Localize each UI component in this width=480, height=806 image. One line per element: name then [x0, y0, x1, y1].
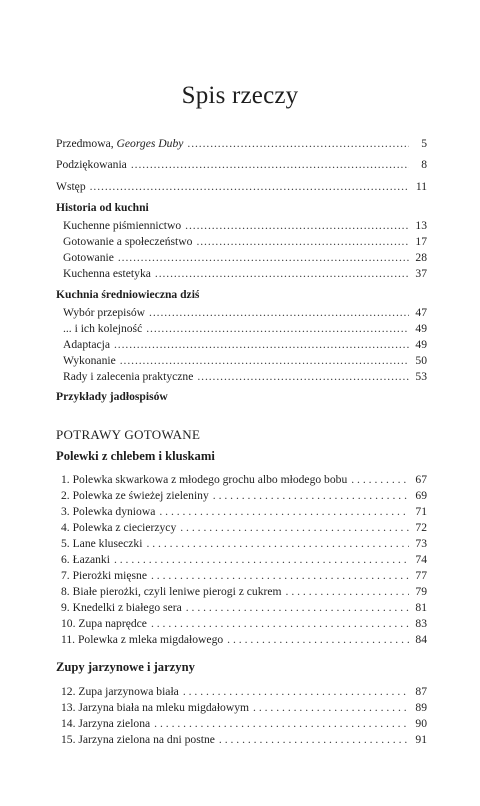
- dot-leader: [131, 157, 409, 172]
- dot-leader: [90, 179, 409, 194]
- entry-page: 72: [415, 521, 427, 534]
- toc-entry-introduction: [56, 179, 427, 194]
- dot-leader: [151, 568, 409, 583]
- entry-label: 4. Polewka z ciecierzycy: [61, 521, 177, 534]
- entry-page: 49: [415, 322, 427, 335]
- recipe-entry: [61, 716, 427, 731]
- dot-leader: [213, 488, 409, 503]
- toc-entry: [63, 321, 427, 336]
- entry-label: 6. Łazanki: [61, 553, 110, 566]
- group-heading: Zupy jarzynowe i jarzyny: [56, 660, 195, 674]
- recipe-entry: [61, 504, 427, 519]
- entry-page: 81: [415, 601, 427, 614]
- entry-label: Gotowanie: [63, 251, 114, 264]
- group-heading: Polewki z chlebem i kluskami: [56, 449, 215, 463]
- entry-page: 13: [415, 219, 427, 232]
- entry-page: 87: [415, 685, 427, 698]
- entry-label: 8. Białe pierożki, czyli leniwe pierogi z cukrem: [61, 585, 282, 598]
- entry-label: 9. Knedelki z białego sera: [61, 601, 182, 614]
- entry-page: 79: [415, 585, 427, 598]
- recipe-entry: [61, 552, 427, 567]
- entry-label: 5. Lane kluseczki: [61, 537, 143, 550]
- dot-leader: [154, 716, 409, 731]
- dot-leader: [149, 305, 409, 320]
- dot-leader: [183, 684, 409, 699]
- recipe-entry: [61, 616, 427, 631]
- recipe-entry: [61, 600, 427, 615]
- toc-entry: [63, 266, 427, 281]
- entry-label: Przedmowa,: [56, 137, 117, 150]
- entry-page: 28: [415, 251, 427, 264]
- entry-label: Wykonanie: [63, 354, 116, 367]
- entry-label: 3. Polewka dyniowa: [61, 505, 156, 518]
- entry-page: 8: [421, 158, 427, 171]
- entry-page: 90: [415, 717, 427, 730]
- dot-leader: [120, 353, 409, 368]
- entry-page: 83: [415, 617, 427, 630]
- entry-page: 69: [415, 489, 427, 502]
- dot-leader: [186, 600, 409, 615]
- recipe-entry: [61, 488, 427, 503]
- dot-leader: [180, 520, 409, 535]
- dot-leader: [187, 136, 409, 151]
- entry-label: Kuchenna estetyka: [63, 267, 151, 280]
- toc-entry: [63, 353, 427, 368]
- entry-page: 17: [415, 235, 427, 248]
- dot-leader: [114, 552, 409, 567]
- recipe-entry: [61, 536, 427, 551]
- entry-page: 89: [415, 701, 427, 714]
- entry-label: 12. Zupa jarzynowa biała: [61, 685, 179, 698]
- dot-leader: [146, 536, 409, 551]
- toc-entry: [63, 234, 427, 249]
- recipe-entry: [61, 684, 427, 699]
- entry-label: Wybór przepisów: [63, 306, 146, 319]
- entry-label: Wstęp: [56, 180, 86, 193]
- entry-page: 47: [415, 306, 427, 319]
- toc-entry: [63, 305, 427, 320]
- dot-leader: [151, 616, 409, 631]
- section-heading: Przykłady jadłospisów: [56, 390, 168, 403]
- entry-label: Adaptacja: [63, 338, 110, 351]
- dot-leader: [219, 732, 409, 747]
- dot-leader: [118, 250, 409, 265]
- entry-label: 7. Pierożki mięsne: [61, 569, 147, 582]
- entry-label: Kuchenne piśmiennictwo: [63, 219, 182, 232]
- entry-label: Podziękowania: [56, 158, 127, 171]
- dot-leader: [196, 234, 409, 249]
- toc-entry-acknowledgements: [56, 157, 427, 172]
- entry-label: 1. Polewka skwarkowa z młodego grochu albo młodego bobu: [61, 473, 348, 486]
- recipe-entry: [61, 700, 427, 715]
- dot-leader: [185, 218, 409, 233]
- recipe-entry: [61, 520, 427, 535]
- entry-label: 13. Jarzyna biała na mleku migdałowym: [61, 701, 250, 714]
- dot-leader: [146, 321, 409, 336]
- entry-page: 37: [415, 267, 427, 280]
- toc-entry-preface: [56, 136, 427, 151]
- entry-label: Gotowanie a społeczeństwo: [63, 235, 193, 248]
- entry-page: 50: [415, 354, 427, 367]
- entry-page: 5: [421, 137, 427, 150]
- dot-leader: [286, 584, 409, 599]
- toc-entry: [63, 218, 427, 233]
- entry-author: Georges Duby: [116, 137, 184, 150]
- recipe-entry: [61, 732, 427, 747]
- recipe-entry: [61, 568, 427, 583]
- entry-page: 71: [415, 505, 427, 518]
- entry-page: 77: [415, 569, 427, 582]
- entry-page: 84: [415, 633, 427, 646]
- dot-leader: [351, 472, 409, 487]
- dot-leader: [159, 504, 409, 519]
- entry-page: 74: [415, 553, 427, 566]
- dot-leader: [155, 266, 409, 281]
- entry-label: ... i ich kolejność: [63, 322, 143, 335]
- dot-leader: [253, 700, 409, 715]
- entry-page: 73: [415, 537, 427, 550]
- entry-label: 10. Zupa naprędce: [61, 617, 147, 630]
- section-heading: Historia od kuchni: [56, 201, 149, 214]
- entry-page: 11: [415, 180, 427, 193]
- entry-page: 49: [415, 338, 427, 351]
- entry-label: 14. Jarzyna zielona: [61, 717, 151, 730]
- dot-leader: [227, 632, 409, 647]
- entry-page: 53: [415, 370, 427, 383]
- section-heading: Kuchnia średniowieczna dziś: [56, 288, 200, 301]
- recipe-entry: [61, 632, 427, 647]
- dot-leader: [197, 369, 409, 384]
- toc-entry: [63, 250, 427, 265]
- entry-label: 15. Jarzyna zielona na dni postne: [61, 733, 215, 746]
- page-title: Spis rzeczy: [181, 82, 299, 109]
- entry-label: 11. Polewka z mleka migdałowego: [61, 633, 224, 646]
- toc-entry: [63, 369, 427, 384]
- dot-leader: [114, 337, 409, 352]
- entry-label: Rady i zalecenia praktyczne: [63, 370, 194, 383]
- entry-page: 91: [415, 733, 427, 746]
- entry-page: 67: [415, 473, 427, 486]
- entry-label: 2. Polewka ze świeżej zieleniny: [61, 489, 209, 502]
- recipe-entry: [61, 584, 427, 599]
- recipe-entry: [61, 472, 427, 487]
- part-heading: POTRAWY GOTOWANE: [56, 427, 201, 442]
- toc-entry: [63, 337, 427, 352]
